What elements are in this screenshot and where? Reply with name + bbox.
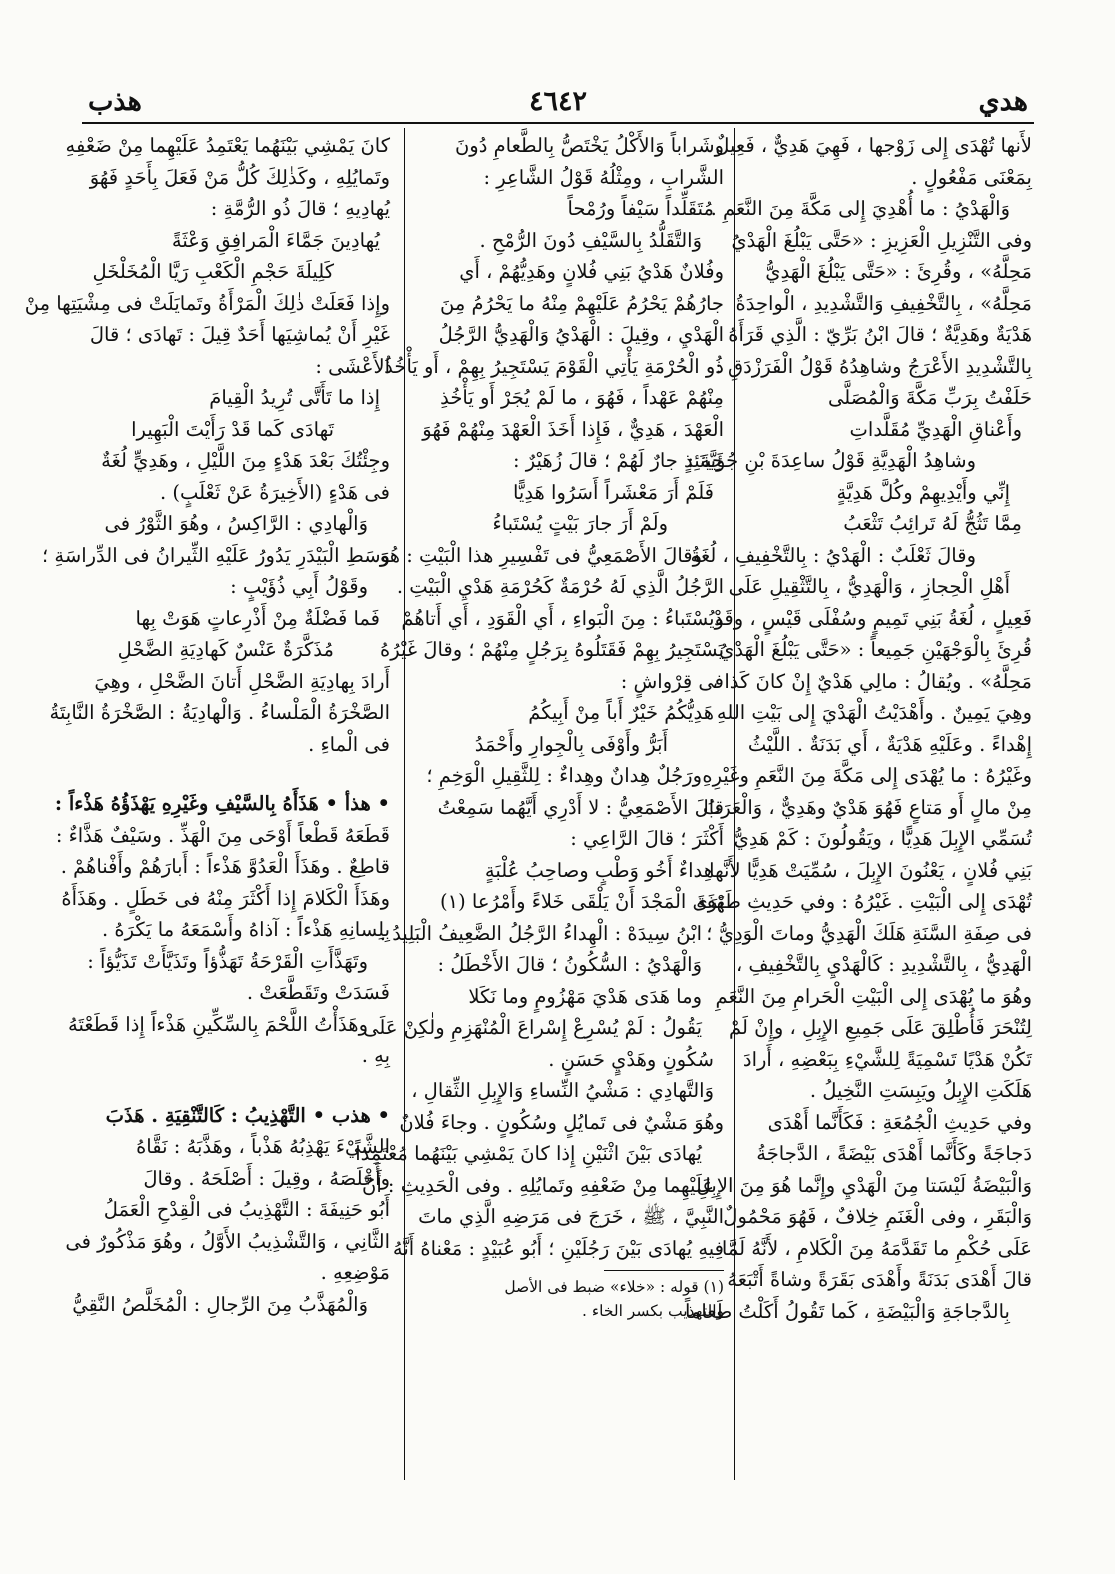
text-line: بِلِسانِهِ هَذْءاً : آذاهُ وأَسْمَعَهُ ما يَكْرَهُ . <box>102 918 390 941</box>
verse-line: وأَعْناقِ الْهَدِيِّ مُقَلَّداتِ <box>849 417 1022 441</box>
verse-line: فَما فَضْلَةٌ مِنْ أَذْرِعاتٍ هَوَتْ بِها <box>135 606 380 630</box>
text-line: هَدْيَةٌ وهَدِيَّةٌ ؛ قالَ ابْنُ بَرِّيّ : الَّذِي قَرَأَهُ <box>728 323 1032 346</box>
text-line: إِهْداءً . وعَلَيْهِ هَدْيَةٌ ، أَي بَدَنَةٌ . اللَّيْثُ <box>747 732 1032 756</box>
text-line: تَكُنْ هَدْيًا تَسْمِيَةً لِلشَّيْءِ بِبَعْضِهِ ، أَرادَ <box>742 1047 1032 1071</box>
verse-line: وشاهِدُ الْهَدِيَّةِ قَوْلُ ساعِدَةَ بْنِ جُؤَيَّةَ : <box>687 449 976 472</box>
verse-line: تَهادَى كَما قَدْ رَأَيْتَ الْبَهِيرا <box>131 417 334 441</box>
text-line: ابْنُ سِيدَهْ : الْهِداءُ الرَّجُلُ الضَّعِيفُ الْبَلِيدُ . <box>379 921 702 945</box>
text-line: وهَذَأَ الْكَلامَ إِذا أَكْثَرَ مِنْهُ فى خَطَلٍ . وهَذَأَهُ <box>61 886 390 910</box>
header-rule <box>82 122 1034 124</box>
text-line: مِنْ مالٍ أَو مَتاعٍ فَهُوَ هَدْيٌ وهَدِيٌّ ، وَالْعَرَبُ <box>702 795 1032 819</box>
text-line: الْهَدِيُّ ، بِالتَّشْدِيدِ : كَالْهَدْيِ بِالتَّخْفِيفِ ، <box>735 953 1032 976</box>
footnote-rule <box>604 1270 724 1271</box>
text-line: وتَمايُلِهِ ، وكَذٰلِكَ كُلُّ مَنْ فَعَلَ بِأَحَدٍ فَهُوَ <box>89 165 390 189</box>
text-line: ورَجُلٌ هِدانٌ وهِداءٌ : لِلثَّقِيلِ الْوَخِمِ ؛ <box>426 764 702 787</box>
verse-line: فَلَمْ أَرَ مَعْشَراً أَسَرُوا هَدِيًّا <box>512 480 714 504</box>
entry-hd: • هذأ • هَذَأَهُ بِالسَّيْفِ وغَيْرِهِ يَهْذَؤُهُ هَذْءاً : <box>54 792 390 815</box>
column-right <box>684 130 1032 1490</box>
verse-line: وقالَ ثَعْلَبٌ : الْهَدْيُ : بِالتَّخْفِيفِ ، لُغَةُ <box>690 543 976 567</box>
text-line: مَحِلَّهُ» ، وقُرِئَ : «حَتَّى يَبْلُغَ الْهَدِيُّ <box>765 260 1032 283</box>
text-line: وقالَ الأَصْمَعِيُّ فى تَفْسِيرِ هذا الْبَيْتِ : هُوَ <box>379 543 702 567</box>
text-line: فَعِيلٍ ، لُغَةُ بَنِي تَمِيمٍ وسُفْلَى قَيْسٍ ، وقَدْ <box>714 606 1032 630</box>
text-line: غَيْرِ أَنْ يُماشِيَها أَحَدٌ قِيلَ : تَهادَى ؛ قالَ <box>89 323 390 346</box>
text-line: قالَ أَهْدَى بَدَنَةً وأَهْدَى بَقَرَةً وشاةً أَتْبَعَهُ <box>727 1268 1032 1291</box>
text-line: يَرَى الْمَجْدَ أَنْ يَلْقَى خَلاءً وأَمْرُعا (١) <box>439 890 724 913</box>
text-line: عَلَى حُكْمِ ما تَقَدَّمَهُ مِنَ الْكَلامِ ، لأَنَّهُ لَمَّا <box>721 1236 1032 1260</box>
text-line: وفُلانٌ هَدْيُ بَنِي فُلانٍ وهَدِيُّهُمْ ، أَي <box>459 260 724 283</box>
text-line: ويُسْتَباءُ : مِنَ الْبَواءِ ، أَي الْقَوَدِ ، أَي أَتاهُمْ <box>401 606 724 630</box>
verse-line: يُهادِينَ جَمَّاءَ الْمَرافِقِ وَعْثَةً <box>171 228 380 252</box>
text-line: يُهادِيهِ ؛ قالَ ذُو الرُّمَّةِ : <box>210 197 390 220</box>
text-line: جارُهُمْ يَحْرُمُ عَلَيْهِمْ مِنْهُ ما يَحْرُمُ مِنَ <box>440 291 724 315</box>
text-line: بِالدَّجاجَةِ وَالْبَيْضَةِ ، كَما تَقُولُ أَكَلْتُ طَعاماً <box>684 1299 1010 1323</box>
text-line: حِينَئِذٍ جارٌ لَهُمْ ؛ قالَ زُهَيْرٌ : <box>513 449 724 472</box>
text-line: الرَّجُلُ الَّذِي لَهُ حُرْمَةٌ كَحُرْمَةِ هَدْيِ الْبَيْتِ . <box>396 575 724 598</box>
text-line: وَالْبَقَرِ ، وفى الْغَنَمِ خِلافٌ ، فَهُوَ مَحْمُولٌ <box>723 1205 1032 1228</box>
text-line: تُهْدَى إِلى الْبَيْتِ . غَيْرُهُ : وفي حَدِيثِ طَهْفَةَ <box>696 890 1032 913</box>
text-line: وشَراباً وَالأَكْلُ يَخْتَصُّ بِالطَّعامِ دُونَ <box>454 134 724 157</box>
text-line: فى هَدْءٍ (الأَخِيرَةُ عَنْ ثَعْلَبٍ) . <box>159 480 390 504</box>
footnote: (١) قوله : «خلاء» ضبط فى الأصل <box>504 1278 724 1296</box>
header-right-catchword: هدي <box>978 86 1028 117</box>
text-line: وما هَدَى هَدْيَ مَهْزُومٍ وما نَكَلا <box>468 984 702 1008</box>
text-line: وَالْهَدْيُ : السُّكُونُ ؛ قالَ الأَخْطَلُ : <box>437 953 702 976</box>
text-line: مَوْضِعِهِ . <box>320 1261 390 1284</box>
page-number: ٤٦٤٢ <box>528 86 587 117</box>
text-line: مِنْهُمْ عَهْداً ، فَهُوَ ، ما لَمْ يُجَرْ أَو يَأْخُذِ <box>440 386 724 409</box>
text-line: الأَعْشَى : <box>315 354 390 378</box>
text-line: أَرادَ بِهادِيَةِ الضَّحْلِ أَتانَ الضَّحْلِ ، وهِيَ <box>94 669 390 693</box>
verse-line: مُتَقَلِّداً سَيْفاً ورُمْحاً <box>567 197 714 220</box>
text-line: وتَهَذَّأَتِ الْقَرْحَةُ تَهَذُّؤاً وتَذَيَّأَتْ تَذَيُّؤاً : <box>87 949 368 973</box>
text-line: النَّبِيَّ ، ﷺ ، خَرَجَ فى مَرَضِهِ الَّذِي ماتَ <box>418 1205 724 1228</box>
verse-line: أَبَرُّ وأَوْفَى بِالْجِوارِ وأَحْمَدُ <box>474 732 668 756</box>
entry-separator <box>84 1072 390 1100</box>
text-line: قالَ الأَصْمَعِيُّ : لا أَدْرِي أَيَّهُما سَمِعْتُ <box>437 795 724 819</box>
verse-line: ولَمْ أَرَ جارَ بَيْتٍ يُسْتَباءُ <box>492 512 668 535</box>
text-line: يَقُولُ : لَمْ يُسْرِعْ إِسْراعَ الْمُنْهَزِمِ ولٰكِنْ عَلَى <box>363 1016 702 1039</box>
footnote: والتهذيب بكسر الخاء . <box>581 1302 724 1320</box>
text-line: الشَّيْءَ يَهْذِبُهُ هَذْباً ، وهَذَّبَهُ : نَقَّاهُ <box>136 1135 390 1158</box>
text-line: وَالْهادِي : الرَّاكِسُ ، وهُوَ الثَّوْرُ فى <box>104 512 368 535</box>
text-line: وهُوَ ما يُهْدَى إِلى الْبَيْتِ الْحَرامِ مِنَ النَّعَمِ <box>715 984 1032 1008</box>
text-line: لأَنها تُهْدَى إِلى زَوْجها ، فَهِيَ هَدِيٌّ ، فَعِيلٌ <box>715 134 1032 157</box>
verse-line: مِمَّا تَثُجُّ لَهُ تَرائِبُ تَثْعَبُ <box>843 512 1022 535</box>
verse-line: هِداءٌ أَخُو وَطْبٍ وصاحِبُ عُلْبَةٍ <box>484 858 714 882</box>
text-line: وهِيَ يَمِينٌ . وأَهْدَيْتُ الْهَدْيَ إِلى بَيْتِ اللهِ <box>716 701 1032 724</box>
entry-hdhb: • هذب • التَّهْذِيبُ : كَالتَّنْقِيَةِ . هَذَبَ <box>105 1103 390 1127</box>
text-line: أَبُو حَنِيفَةَ : التَّهْذِيبُ فى الْقِدْحِ الْعَمَلُ <box>103 1198 390 1221</box>
text-line: مَحِلَّهُ» ، بِالتَّخْفِيفِ وَالتَّشْدِيدِ ، الْواحِدَةُ <box>735 291 1032 315</box>
text-line: أَكْثَرَ ؛ قالَ الرَّاعِي : <box>570 827 724 850</box>
text-line: الْعَهْدَ ، هَدِيٌّ ، فَإِذا أَخَذَ الْعَهْدَ مِنْهُمْ فَهُوَ <box>422 417 724 441</box>
text-line: وَالتَّقَلُّدُ بِالسَّيْفِ دُونَ الرُّمْحِ . <box>479 228 702 252</box>
text-line: إِنِّي وأَيْدِيهِمْ وكُلَّ هَدِيَّةٍ <box>836 480 1010 504</box>
verse-line: كَلِيلَةَ حَجْمِ الْكَعْبِ رَيَّا الْمُخَلْخَلِ <box>92 260 334 283</box>
text-line: قاطِعٌ . وهَذَأَ الْعَدُوَّ هَذْءاً : أَبارَهُمْ وأَفْناهُمْ . <box>60 855 390 878</box>
text-line: الْهَدْيِ ، وقِيلَ : الْهَدْيُ وَالْهَدِيُّ الرَّجُلُ <box>438 323 724 346</box>
text-line: وغَيْرُهُ : ما يُهْدَى إِلى مَكَّةَ مِنَ النَّعَمِ وغَيْرِهِ <box>702 764 1032 787</box>
text-line: بِالتَّشْدِيدِ الأَعْرَجُ وشاهِدُهُ قَوْلُ الْفَرَزْدَقِ : <box>715 354 1032 378</box>
text-line: وجِئْتُكَ بَعْدَ هَدْءٍ مِنَ اللَّيْلِ ، وهَدِيٍّ لُغَةٌ <box>101 449 390 472</box>
text-line: قَطَعَهُ قَطْعاً أَوْحَى مِنَ الْهَذِّ . وسَيْفٌ هَذَّاءٌ : <box>55 823 390 847</box>
page-header <box>88 86 1028 126</box>
text-line: لِتُنْحَرَ فَأُطْلِقَ عَلَى جَمِيعِ الإِبِلِ ، وإِنْ لَمْ <box>729 1016 1032 1039</box>
text-line: وفى التَّنْزِيلِ الْعَزِيزِ : «حَتَّى يَبْلُغَ الْهَدْيُ <box>731 228 1032 252</box>
text-line: الشَّرابِ ، ومِثْلُهُ قَوْلُ الشَّاعِرِ : <box>483 165 724 189</box>
text-line: بِمَعْنَى مَفْعُولٍ . <box>911 165 1032 189</box>
text-line: فى قِرْواشٍ : <box>620 669 724 693</box>
text-line: بَنِي فُلانٍ ، يَعْنُونَ الإِبِلَ ، سُمِّيَتْ هَدِيًّا لأَنَّها <box>709 858 1032 882</box>
text-line: وإِذا فَعَلَتْ ذٰلِكَ الْمَرْأَةُ وتَمايَلَتْ فى مِشْيَتِها مِنْ <box>24 291 390 315</box>
text-line: وأَخْلَصَهُ ، وقِيلَ : أَصْلَحَهُ . وقالَ <box>143 1166 390 1190</box>
text-line: يَسْتَجِيرُ بِهِمْ فَقَتَلُوهُ بِرَجُلٍ مِنْهُمْ ؛ وقالَ غَيْرُهُ <box>380 638 724 661</box>
text-line: وَالْمُهَذَّبُ مِنَ الرِّجالِ : الْمُخَلَّصُ النَّقِيُّ <box>72 1292 368 1316</box>
text-line: حَلَفْتُ بِرَبِّ مَكَّةَ وَالْمُصَلَّى <box>828 386 1032 409</box>
text-line: هَلَكَتِ الإِبِلُ ويَبِسَتِ النَّخِيلُ . <box>809 1079 1032 1102</box>
text-line: وفي حَدِيثِ الْجُمُعَةِ : فَكَأَنَّما أَهْدَى <box>767 1110 1032 1134</box>
column-left <box>24 130 390 1490</box>
text-line: وهَذَأْتُ اللَّحْمَ بِالسِّكِّينِ هَذْءاً إِذا قَطَعْتَهُ <box>68 1012 368 1036</box>
text-line: فَسَدَتْ وتَقَطَّعَتْ . <box>246 981 390 1004</box>
text-line: قُرِئَ بِالْوَجْهَيْنِ جَمِيعاً : «حَتَّى يَبْلُغَ الْهَدْيُ <box>719 638 1032 661</box>
verse-line: مُذَكَّرَةٌ عَنْسٌ كَهادِيَةِ الضَّحْلِ <box>117 638 334 661</box>
text-line: وهُوَ مَشْيٌ فى تَمايُلٍ وسُكُونٍ . وجاءَ فُلانٌ <box>399 1110 724 1134</box>
text-line: مَحِلَّهُ» . ويُقالُ : مالِي هَدْيٌ إِنْ كانَ كَذا ، <box>711 669 1032 693</box>
text-line: الصَّخْرَةُ الْمَلْساءُ . وَالْهادِيَةُ : الصَّخْرَةُ النَّابِتَةُ <box>49 701 390 724</box>
text-line: يُهادَى بَيْنَ اثْنَيْنِ إِذا كانَ يَمْشِي بَيْنَهُما مُعْتَمِداً <box>355 1142 702 1165</box>
verse-line: عَلَيْهِما مِنْ ضَعْفِهِ وتَمايُلِهِ . وفى الْحَدِيثِ : أَنَّ <box>362 1173 714 1197</box>
verse-line: وَالتَّهادِي : مَشْيُ النِّساءِ وَالإِبِلِ الثِّقالِ ، <box>411 1079 714 1102</box>
text-line: دَجاجَةً وكَأَنَّما أَهْدَى بَيْضَةً ، الدَّجاجَةُ <box>756 1142 1032 1165</box>
verse-line: هَدِيُّكُمُ خَيْرٌ أَباً مِنْ أَبِيكُمُ <box>528 701 714 724</box>
text-line: تُسَمِّي الإِبِلَ هَدِيًّا ، ويَقُولُونَ : كَمْ هَدِيُّ <box>733 827 1032 850</box>
text-line: فى صِفَةِ السَّنَةِ هَلَكَ الْهَدِيُّ وماتَ الْوَدِيُّ ؛ <box>706 921 1032 945</box>
text-line: فِيهِ يُهادَى بَيْنَ رَجُلَيْنِ ؛ أَبُو عُبَيْدٍ : مَعْناهُ أَنَّهُ <box>392 1236 724 1260</box>
header-left-catchword: هذب <box>88 86 142 117</box>
text-line: وَسَطِ الْبَيْدَرِ يَدُورُ عَلَيْهِ الثِّيرانُ فى الدِّراسَةِ ؛ <box>42 543 390 567</box>
text-line: فى الْماءِ . <box>308 732 390 756</box>
column-divider-2 <box>404 128 405 1480</box>
text-line: وَالْهَدْيُ : ما أُهْدِيَ إِلى مَكَّةَ مِنَ النَّعَمِ . <box>710 197 1010 220</box>
text-line: أَهْلِ الْحِجازِ ، وَالْهَدِيُّ ، بِالتَّثْقِيلِ عَلَى <box>728 575 1010 598</box>
text-line: الثَّانِي ، وَالتَّشْذِيبُ الأَوَّلُ ، وهُوَ مَذْكُورٌ فى <box>65 1229 390 1253</box>
entry-separator <box>84 760 390 788</box>
text-line: وقَوْلُ أَبِي ذُؤَيْبٍ : <box>230 575 368 598</box>
verse-line: إِذا ما تَأَتَّى تُرِيدُ الْقِيامَ <box>209 386 380 409</box>
text-line: كانَ يَمْشِي بَيْنَهُما يَعْتَمِدُ عَلَيْهِما مِنْ ضَعْفِهِ <box>65 134 390 157</box>
text-line: وَالْبَيْضَةُ لَيْسَتا مِنَ الْهَدْيِ وإِنَّما هُوَ مِنَ الإِبِلِ <box>696 1173 1032 1197</box>
text-line: بِهِ . <box>361 1044 390 1067</box>
verse-line: سُكُونٍ وهَدْيٍ حَسَنٍ . <box>548 1047 714 1071</box>
text-line: ذُو الْحُرْمَةِ يَأْتِي الْقَوْمَ يَسْتَجِيرُ بِهِمْ ، أَو يَأْخُذُ <box>384 354 724 378</box>
